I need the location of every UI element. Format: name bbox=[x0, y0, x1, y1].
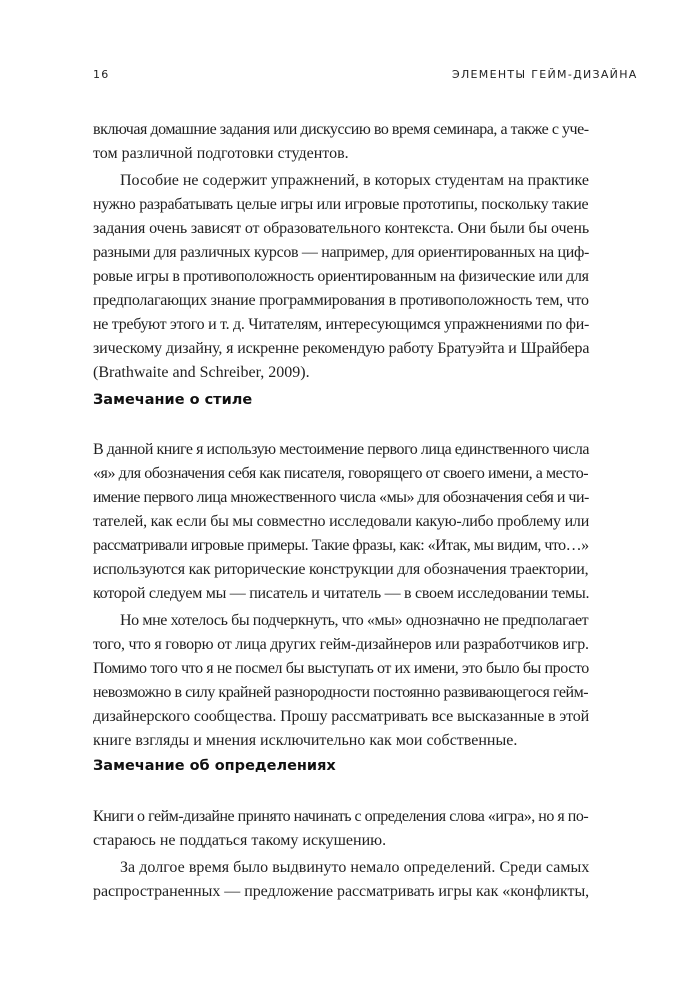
paragraph-line: невозможно в силу крайней разнородности постоянно развивающегося гейм- bbox=[93, 684, 589, 701]
section-heading-style: Замечание о стиле bbox=[93, 392, 253, 408]
paragraph-line: дизайнерского сообщества. Прошу рассматривать все высказанные в этой bbox=[93, 708, 590, 725]
paragraph-line: ровые игры в противоположность ориентированным на физические или для bbox=[93, 268, 589, 285]
paragraph-line: (Brathwaite and Schreiber, 2009). bbox=[93, 364, 310, 381]
running-header: ЭЛЕМЕНТЫ ГЕЙМ-ДИЗАЙНА bbox=[452, 68, 638, 81]
paragraph-line: распространенных — предложение рассматривать игры как «конфликты, bbox=[93, 883, 590, 900]
paragraph-line: Пособие не содержит упражнений, в которых студентам на практике bbox=[120, 172, 589, 189]
paragraph-line: которой следуем мы — писатель и читатель — в своем исследовании темы. bbox=[93, 585, 590, 602]
paragraph-line: включая домашние задания или дискуссию во время семинара, а также с уче- bbox=[93, 121, 589, 138]
paragraph-line: «я» для обозначения себя как писателя, говорящего от своего имени, а место- bbox=[93, 465, 589, 482]
paragraph-line: Книги о гейм-дизайне принято начинать с определения слова «игра», но я по- bbox=[93, 808, 589, 825]
paragraph-line: имение первого лица множественного числа «мы» для обозначения себя и чи- bbox=[93, 489, 589, 506]
paragraph-line: Но мне хотелось бы подчеркнуть, что «мы» однозначно не предполагает bbox=[120, 612, 589, 629]
paragraph-line: стараюсь не поддаться такому искушению. bbox=[93, 832, 387, 849]
paragraph-line: том различной подготовки студентов. bbox=[93, 145, 349, 162]
paragraph-line: не требуют этого и т. д. Читателям, интересующимся упражнениями по фи- bbox=[93, 316, 590, 333]
paragraph-line: разными для различных курсов — например, для ориентированных на циф- bbox=[93, 244, 590, 261]
section-heading-definitions: Замечание об определениях bbox=[93, 758, 336, 774]
paragraph-line: задания очень зависят от образовательного контекста. Они были бы очень bbox=[93, 220, 590, 237]
paragraph-line: тателей, как если бы мы совместно исследовали какую-либо проблему или bbox=[93, 513, 590, 530]
paragraph-line: используются как риторические конструкции для обозначения траектории, bbox=[93, 561, 589, 578]
paragraph-line: Помимо того что я не посмел бы выступать от их имени, это было бы просто bbox=[93, 660, 589, 677]
paragraph-line: За долгое время было выдвинуто немало определений. Среди самых bbox=[120, 859, 590, 876]
paragraph-line: предполагающих знание программирования в противоположность тем, что bbox=[93, 292, 589, 309]
paragraph-line: В данной книге я использую местоимение первого лица единственного числа bbox=[93, 441, 590, 458]
paragraph-line: зическому дизайну, я искренне рекомендую работу Братуэйта и Шрайбера bbox=[93, 340, 590, 357]
paragraph-line: того, что я говорю от лица других гейм-дизайнеров или разработчиков игр. bbox=[93, 636, 589, 653]
paragraph-line: нужно разрабатывать целые игры или игровые прототипы, поскольку такие bbox=[93, 196, 589, 213]
paragraph-line: рассматривали игровые примеры. Такие фразы, как: «Итак, мы видим, что…» bbox=[93, 537, 589, 554]
page-number: 16 bbox=[93, 68, 110, 81]
paragraph-line: книге взгляды и мнения исключительно как мои собственные. bbox=[93, 732, 518, 749]
